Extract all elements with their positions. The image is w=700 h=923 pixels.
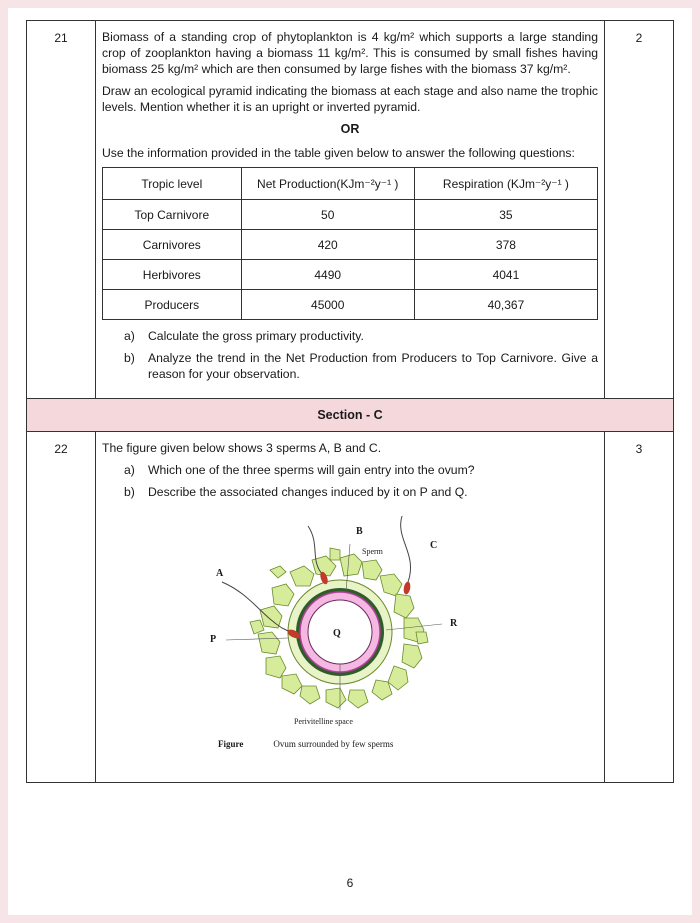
table-cell: 35 <box>414 200 597 230</box>
question-21-body <box>96 21 605 399</box>
label-p: P <box>210 634 217 645</box>
question-21-paragraph-1: Biomass of a standing crop of phytoplankton is 4 kg/m² which supports a large standing crop of zooplankton having a biomass 11 kg/m². This is consumed by small fishes having biomass 25 kg/m² which are then consumed by large fishes with the biomass 37 kg/m². <box>102 30 598 76</box>
label-b: B <box>356 526 363 537</box>
sub-question-b <box>124 350 598 382</box>
question-22-row <box>27 432 674 783</box>
table-cell: 45000 <box>241 290 414 320</box>
productivity-table <box>102 167 598 320</box>
question-number: 22 <box>27 432 96 783</box>
column-header: Respiration (KJm⁻²y⁻¹ ) <box>414 168 597 200</box>
question-marks: 3 <box>605 432 674 783</box>
label-p-line <box>226 638 288 640</box>
table-cell: 40,367 <box>414 290 597 320</box>
perivitelline-label: Perivitelline space <box>294 717 353 726</box>
table-cell: 4041 <box>414 260 597 290</box>
sub-question-label: b) <box>124 351 135 365</box>
column-header: Net Production(KJm⁻²y⁻¹ ) <box>241 168 414 200</box>
label-r: R <box>450 618 458 629</box>
section-header-row <box>27 399 674 432</box>
sub-question-label: b) <box>124 485 135 499</box>
page-number: 6 <box>346 876 354 890</box>
question-21-row <box>27 21 674 399</box>
table-row <box>103 260 598 290</box>
table-row <box>103 200 598 230</box>
caption-prefix: Figure <box>218 739 244 749</box>
question-number: 21 <box>27 21 96 399</box>
figure-caption <box>218 736 393 752</box>
table-row <box>103 290 598 320</box>
label-q: Q <box>333 628 341 639</box>
question-22-body <box>96 432 605 783</box>
question-21-paragraph-2: Draw an ecological pyramid indicating the biomass at each stage and also name the trophic levels. Mention whether it is an upright or inverted pyramid. <box>102 84 598 114</box>
ovum-sperm-figure <box>190 514 490 754</box>
table-cell: 420 <box>241 230 414 260</box>
sub-question-label: a) <box>124 329 135 343</box>
table-cell: 50 <box>241 200 414 230</box>
table-cell: Herbivores <box>103 260 242 290</box>
question-marks: 2 <box>605 21 674 399</box>
sperm-c-tail <box>401 516 411 582</box>
question-22-intro: The figure given below shows 3 sperms A, B and C. <box>102 441 382 455</box>
sub-question-text: Analyze the trend in the Net Production from Producers to Top Carnivore. Give a reason for your observation. <box>148 351 598 381</box>
table-cell: Carnivores <box>103 230 242 260</box>
sub-question-b <box>124 484 598 500</box>
column-header: Tropic level <box>103 168 242 200</box>
table-cell: 378 <box>414 230 597 260</box>
sub-question-text: Describe the associated changes induced by it on P and Q. <box>148 485 468 499</box>
sperm-c-head <box>403 581 412 595</box>
exam-page <box>8 8 692 915</box>
productivity-table-header <box>103 168 598 200</box>
caption-text: Ovum surrounded by few sperms <box>273 739 394 749</box>
label-a: A <box>216 568 224 579</box>
sub-question-label: a) <box>124 463 135 477</box>
question-table <box>26 20 674 783</box>
or-divider: OR <box>340 122 360 136</box>
table-cell: Top Carnivore <box>103 200 242 230</box>
sperm-label: Sperm <box>362 547 383 556</box>
sub-question-text: Which one of the three sperms will gain entry into the ovum? <box>148 463 475 477</box>
sub-question-a <box>124 328 598 344</box>
table-row <box>103 230 598 260</box>
label-c: C <box>430 540 438 551</box>
sub-question-text: Calculate the gross primary productivity. <box>148 329 364 343</box>
section-title: Section - C <box>27 399 674 432</box>
table-cell: 4490 <box>241 260 414 290</box>
sub-question-a <box>124 462 598 478</box>
table-cell: Producers <box>103 290 242 320</box>
question-21-paragraph-3: Use the information provided in the table given below to answer the following questions: <box>102 146 575 160</box>
